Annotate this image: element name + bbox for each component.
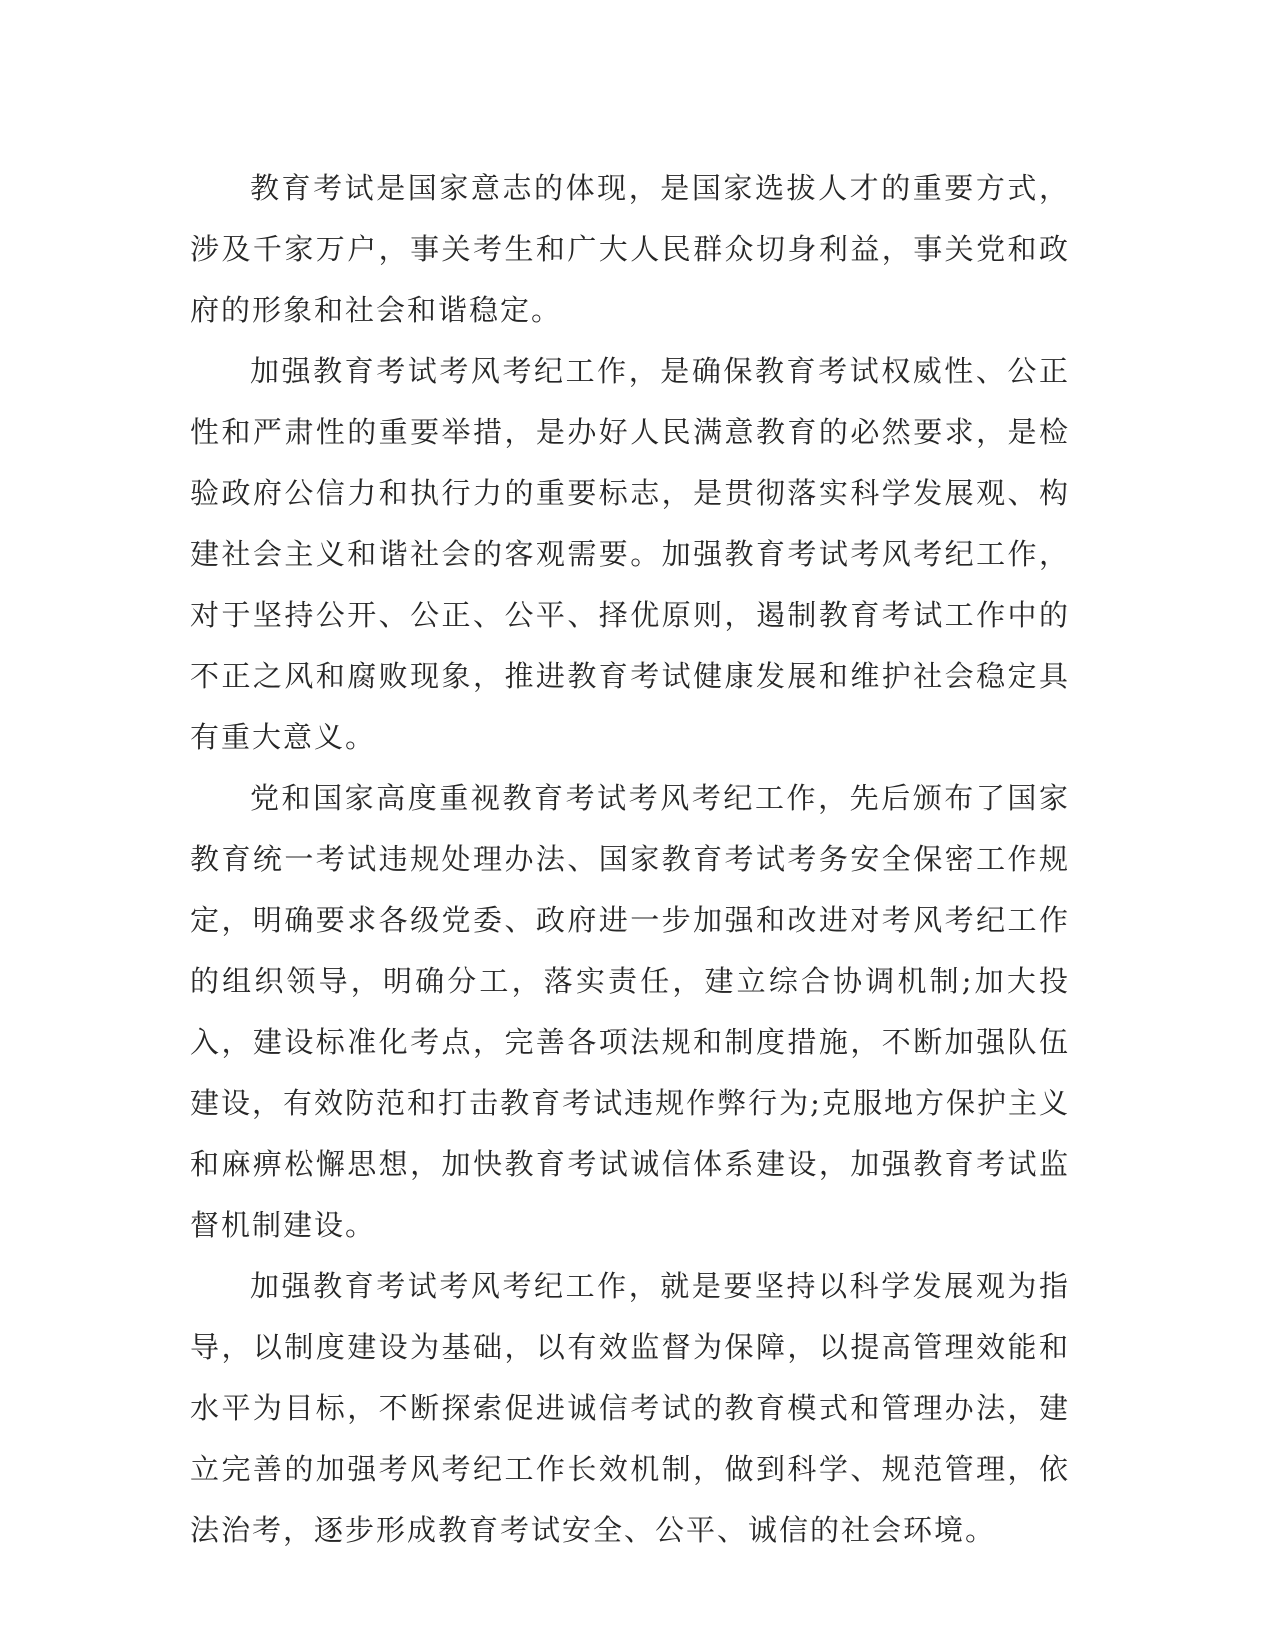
paragraph-4: 加强教育考试考风考纪工作，就是要坚持以科学发展观为指导，以制度建设为基础，以有效监督为保障，以提高管理效能和水平为目标，不断探索促进诚信考试的教育模式和管理办法，建立完善的加强考风考纪工作长效机制，做到科学、规范管理，依法治考，逐步形成教育考试安全、公平、诚信的社会环境。 [190, 1269, 1070, 1547]
paragraph-1: 教育考试是国家意志的体现，是国家选拔人才的重要方式，涉及千家万户，事关考生和广大人民群众切身利益，事关党和政府的形象和社会和谐稳定。 [190, 171, 1070, 327]
document-body [190, 158, 1070, 1561]
paragraph-2: 加强教育考试考风考纪工作，是确保教育考试权威性、公正性和严肃性的重要举措，是办好人民满意教育的必然要求，是检验政府公信力和执行力的重要标志，是贯彻落实科学发展观、构建社会主义和谐社会的客观需要。加强教育考试考风考纪工作，对于坚持公开、公正、公平、择优原则，遏制教育考试工作中的不正之风和腐败现象，推进教育考试健康发展和维护社会稳定具有重大意义。 [190, 354, 1070, 754]
paragraph-3: 党和国家高度重视教育考试考风考纪工作，先后颁布了国家教育统一考试违规处理办法、国家教育考试考务安全保密工作规定，明确要求各级党委、政府进一步加强和改进对考风考纪工作的组织领导，明确分工，落实责任，建立综合协调机制;加大投入，建设标准化考点，完善各项法规和制度措施，不断加强队伍建设，有效防范和打击教育考试违规作弊行为;克服地方保护主义和麻痹松懈思想，加快教育考试诚信体系建设，加强教育考试监督机制建设。 [190, 781, 1070, 1242]
